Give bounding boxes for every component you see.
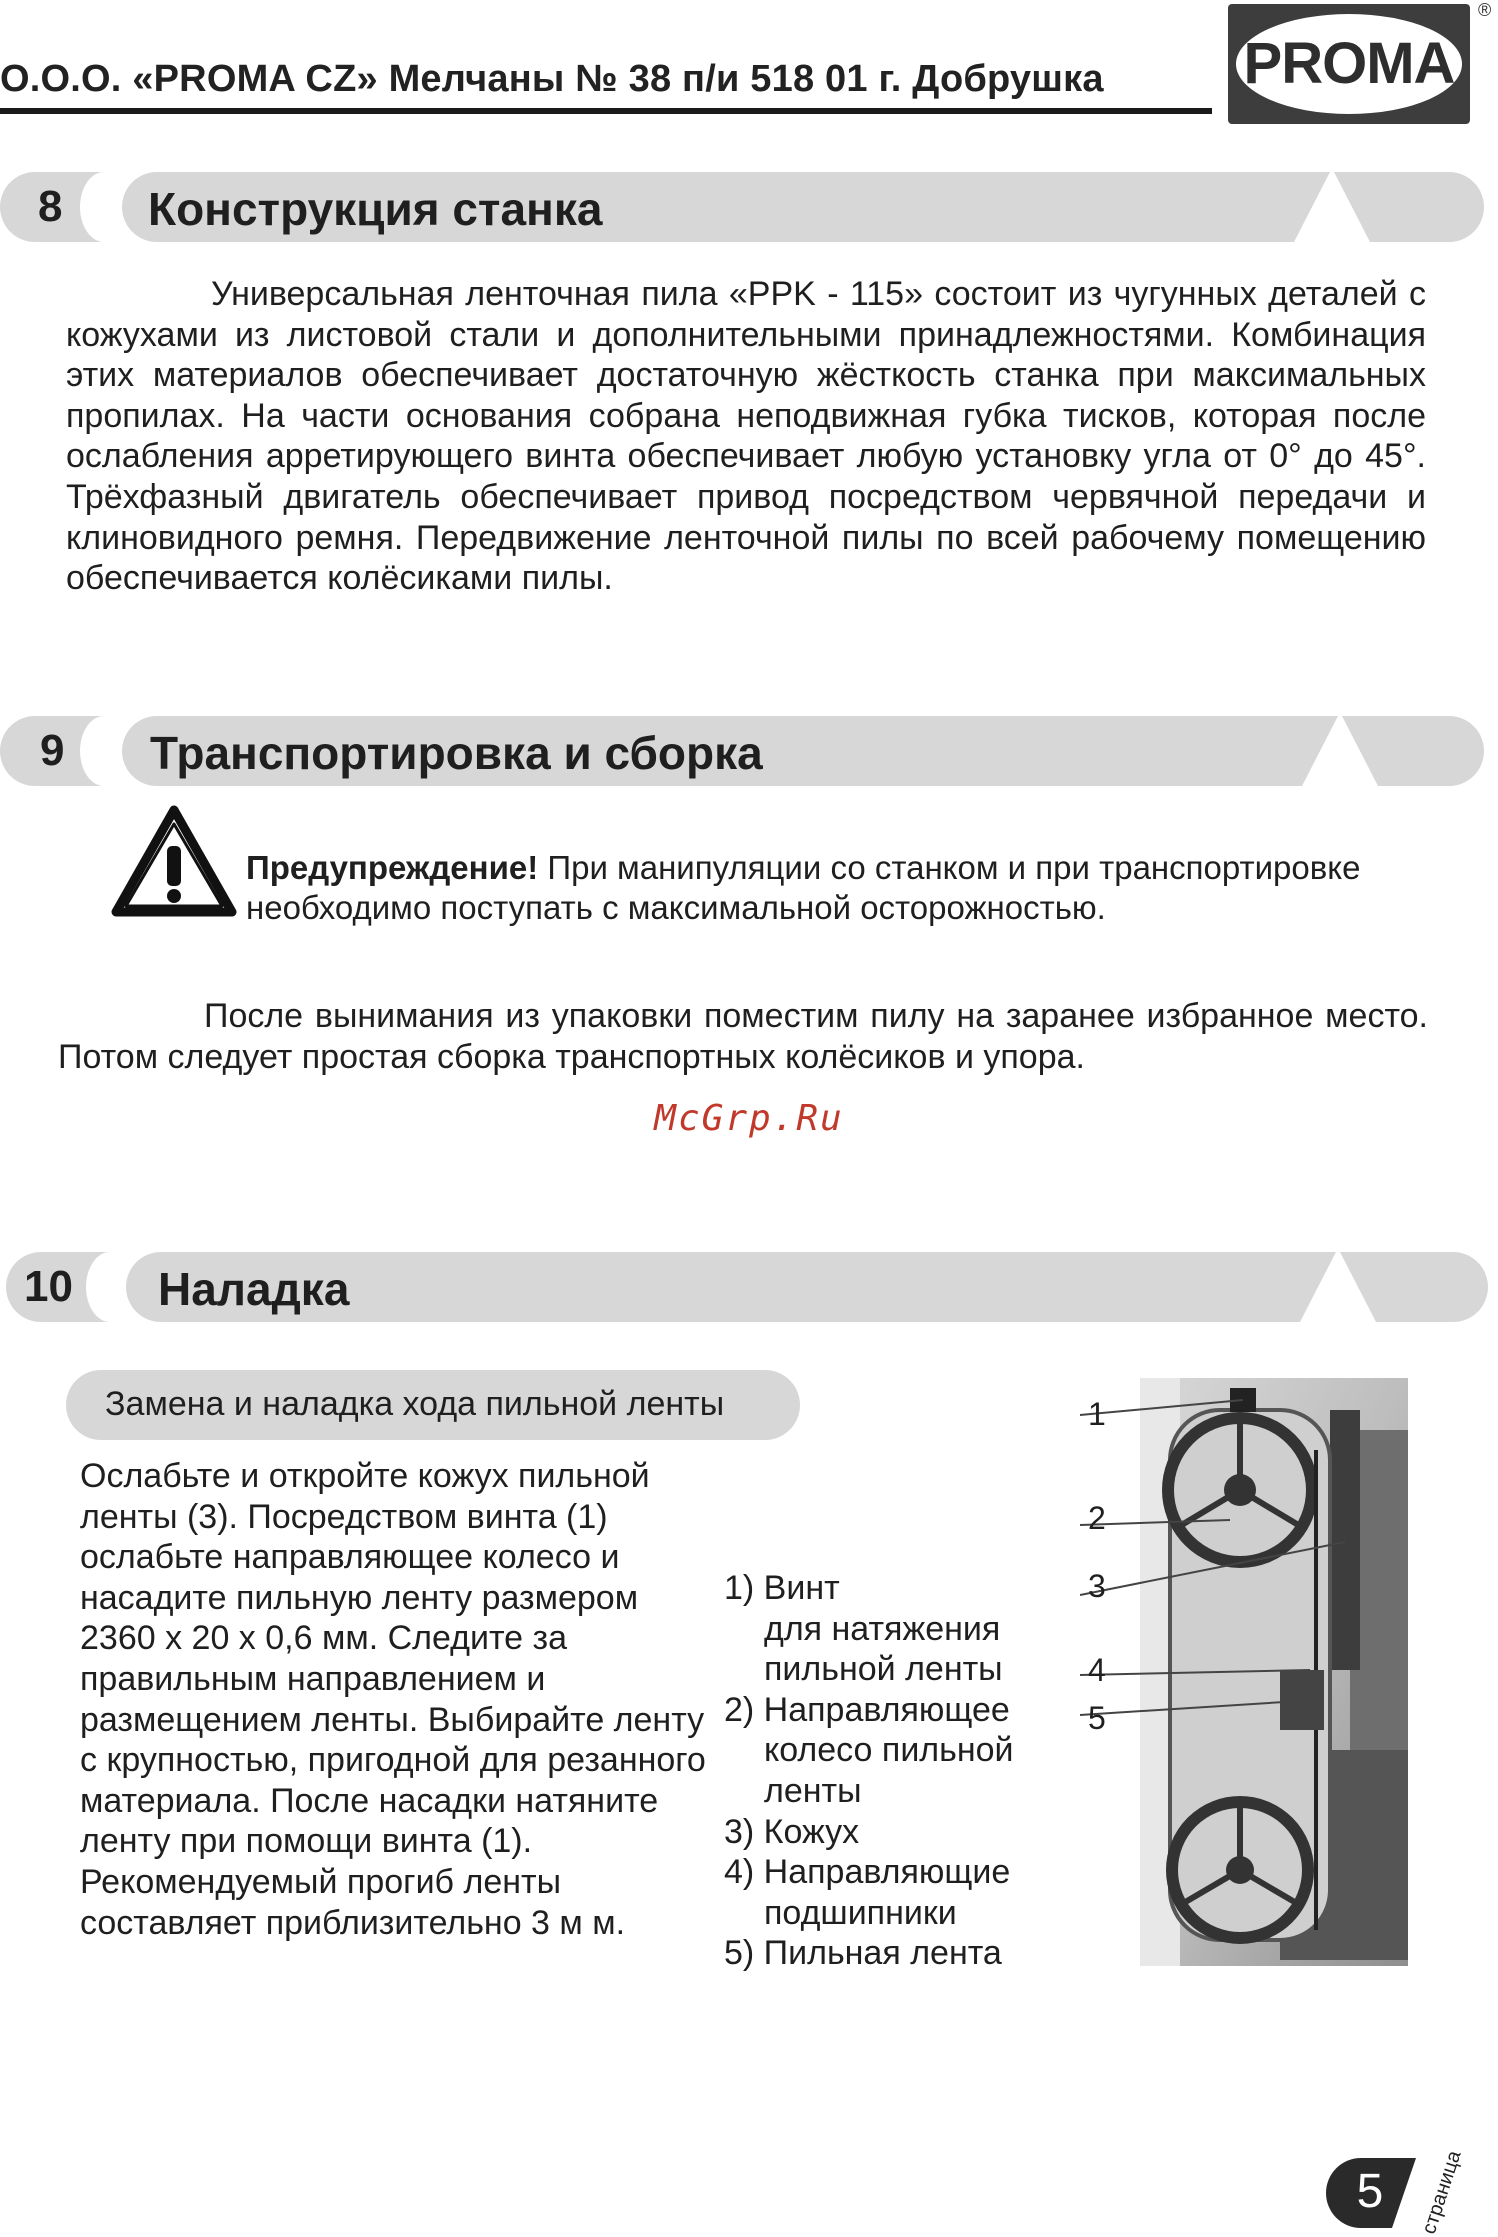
page-number: 5 — [1356, 2165, 1384, 2218]
watermark: McGrp.Ru — [654, 1098, 844, 1139]
warning-message — [246, 848, 1466, 928]
section-8-paragraph-text: Универсальная ленточная пила «PPK - 115» состоит из чугунных деталей с кожухами из листовой стали и дополнительными принадлежностями. Комбинация этих материалов обеспечивает достаточную жёсткость станка при максимальных пропилах. На части основания собрана неподвижная губка тисков, которая после ослабления арретирующего винта обеспечивает любую установку угла от 0° до 45°. Трёхфазный двигатель обеспечивает привод посредством червячной передачи и клиновидного ремня. Передвижение ленточной пилы по всей рабочему помещению обеспечивается колёсиками пилы. — [66, 275, 1426, 598]
legend-item-cont: колесо пильной — [764, 1731, 1014, 1770]
section-9-paragraph-text: После вынимания из упаковки поместим пилу на заранее избранное место. Потом следует простая сборка транспортных колёсиков и упора. — [58, 997, 1428, 1076]
warning-label: Предупреждение! — [246, 849, 539, 886]
legend-item-cont: для натяжения — [764, 1609, 1001, 1648]
legend-item-cont: подшипники — [764, 1893, 957, 1932]
section-10-tail-bar — [1340, 1252, 1488, 1322]
callout-5: 5 — [1088, 1700, 1106, 1736]
header-rule — [0, 108, 1212, 114]
legend-item: 1) Винт — [724, 1569, 840, 1607]
callout-1: 1 — [1088, 1396, 1106, 1432]
section-9-title: Транспортировка и сборка — [150, 727, 763, 779]
subsection-title: Замена и наладка хода пильной ленты — [105, 1385, 725, 1423]
section-10-title: Наладка — [158, 1263, 350, 1315]
legend-item: 5) Пильная лента — [724, 1934, 1002, 1973]
bandsaw-photo — [1080, 1370, 1410, 1970]
parts-legend — [724, 1568, 1054, 1974]
warning-icon — [110, 804, 238, 920]
registered-mark: ® — [1478, 0, 1492, 20]
callout-3: 3 — [1088, 1568, 1106, 1604]
section-9-paragraph — [58, 996, 1428, 1077]
section-8-tail-bar — [1334, 172, 1484, 242]
legend-item: 2) Направляющее — [724, 1690, 1010, 1729]
section-9-tail-bar — [1342, 716, 1484, 786]
section-8-number: 8 — [38, 182, 63, 231]
section-10-paragraph: Ослабьте и откройте кожух пильной ленты (3). Посредством винта (1) ослабьте направляющее колесо и насадите пильную ленту размером 2360 x 20 x 0,6 мм. Следите за правильным направлением и размещением ленты. Выбирайте ленту с крупностью, пригодной для резанного материала. После насадки натяните ленту при помощи винта (1). Рекомендуемый прогиб ленты составляет приблизительно 3 м м. — [80, 1457, 706, 1942]
logo-text: PROMA — [1243, 31, 1455, 96]
section-10-number: 10 — [24, 1262, 73, 1311]
section-8-paragraph — [66, 274, 1426, 599]
callout-4: 4 — [1088, 1652, 1106, 1688]
section-9-number: 9 — [40, 726, 65, 775]
legend-item: 3) Кожух — [724, 1812, 860, 1851]
callout-2: 2 — [1088, 1500, 1106, 1536]
legend-item-cont: ленты — [764, 1771, 862, 1810]
legend-item: 4) Направляющие — [724, 1853, 1011, 1892]
page-word: страница — [1418, 2148, 1466, 2237]
legend-item-cont: пильной ленты — [764, 1650, 1003, 1689]
warning-body: При манипуляции со станком и при транспортировке необходимо поступать с максимальной осторожностью. — [246, 849, 1361, 926]
section-8-title: Конструкция станка — [148, 183, 603, 235]
company-address: О.О.О. «PROMA CZ» Мелчаны № 38 п/и 518 01 г. Добрушка — [0, 58, 1104, 100]
